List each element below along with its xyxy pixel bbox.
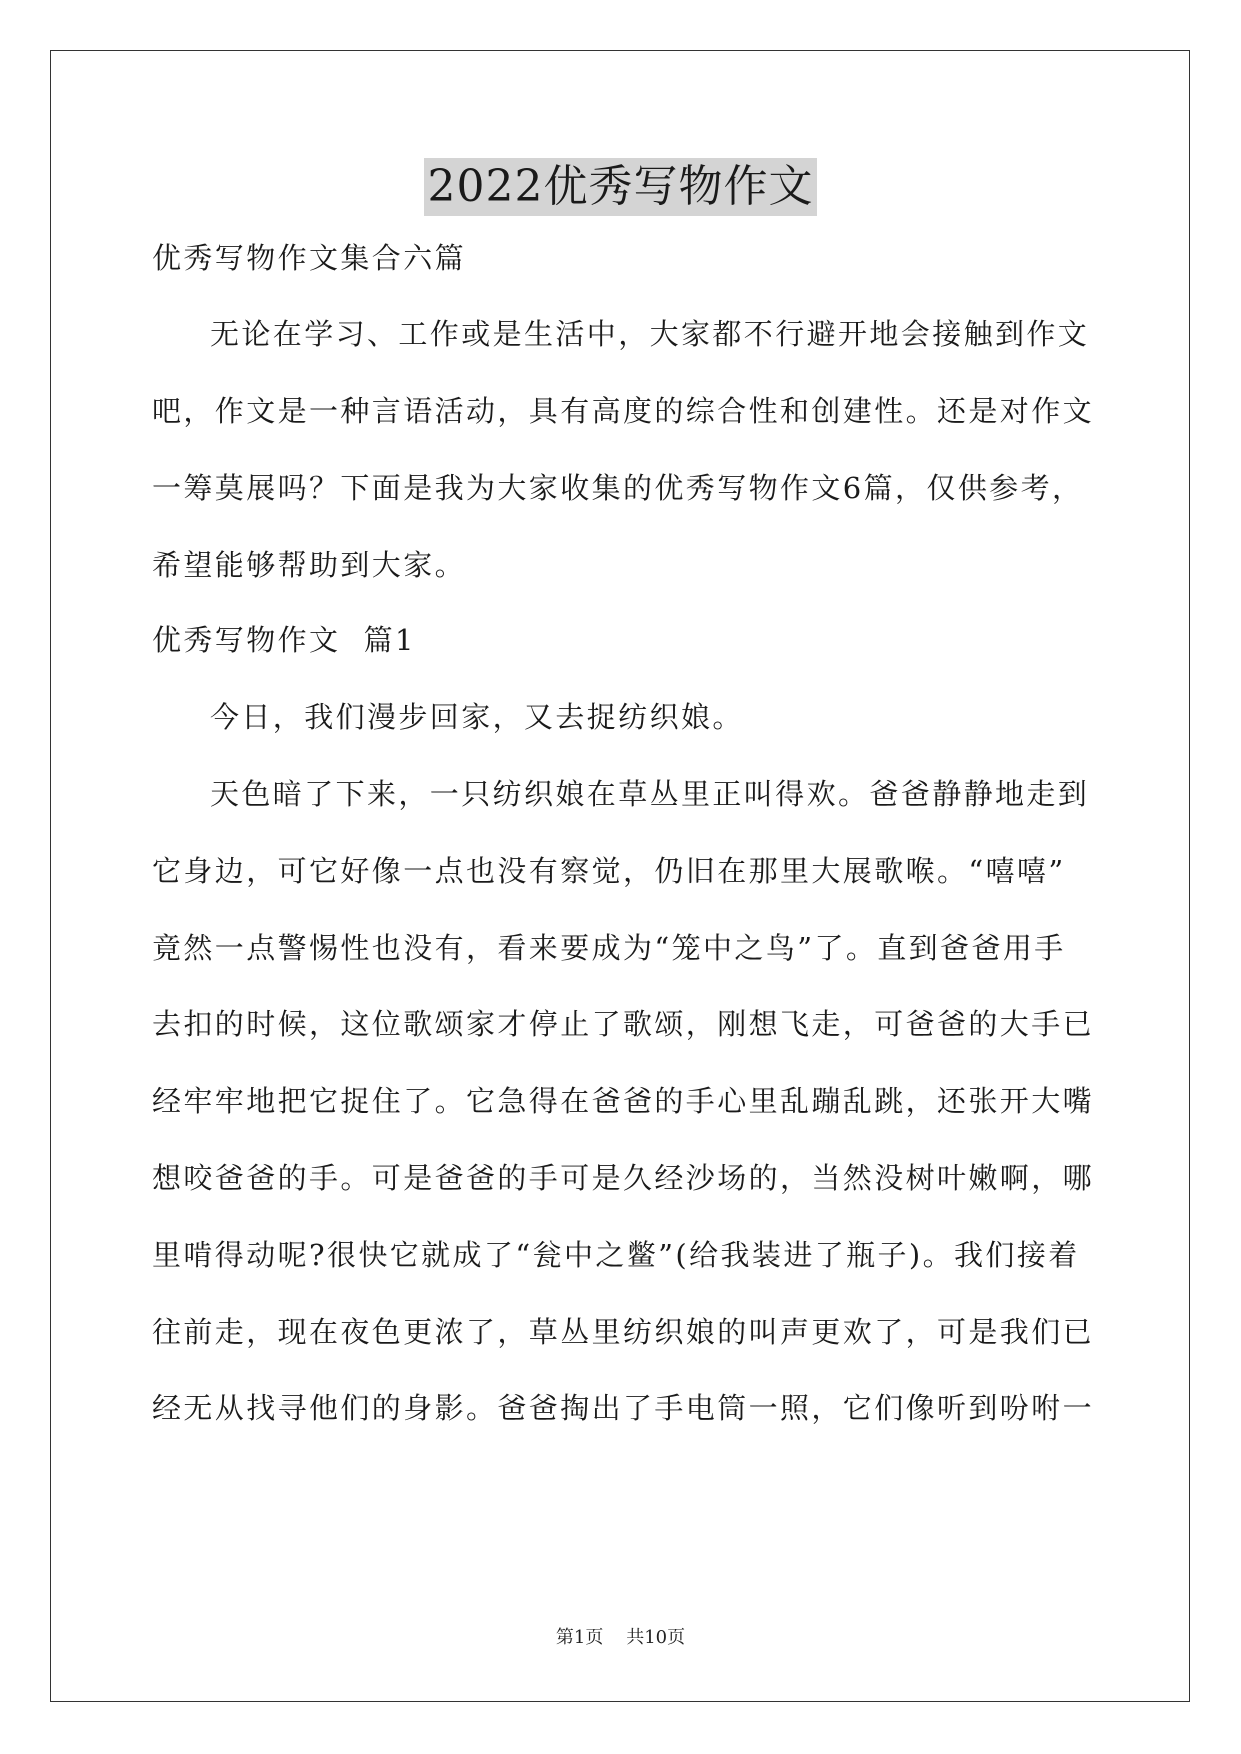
intro-line: 一筹莫展吗？下面是我为大家收集的优秀写物作文6篇，仅供参考， [152,471,1084,505]
page-number-footer: 第1页 共10页 [555,1627,686,1648]
paragraph-2-line: 经无从找寻他们的身影。爸爸掏出了手电筒一照，它们像听到吩咐一 [152,1391,1095,1425]
paragraph-1: 今日，我们漫步回家，又去捉纺织娘。 [210,700,744,734]
paragraph-2-line: 竟然一点警惕性也没有，看来要成为“笼中之鸟”了。直到爸爸用手 [152,931,1066,965]
paragraph-2-line: 天色暗了下来，一只纺织娘在草丛里正叫得欢。爸爸静静地走到 [210,777,1090,811]
section-heading: 优秀写物作文 篇1 [152,623,416,657]
document-title: 2022优秀写物作文 [424,158,818,216]
paragraph-2-line: 想咬爸爸的手。可是爸爸的手可是久经沙场的，当然没树叶嫩啊，哪 [152,1161,1095,1195]
paragraph-2-line: 里啃得动呢?很快它就成了“瓮中之鳖”(给我装进了瓶子)。我们接着 [152,1238,1080,1272]
intro-line: 吧，作文是一种言语活动，具有高度的综合性和创建性。还是对作文 [152,394,1095,428]
paragraph-2-line: 往前走，现在夜色更浓了，草丛里纺织娘的叫声更欢了，可是我们已 [152,1315,1095,1349]
intro-line: 无论在学习、工作或是生活中，大家都不行避开地会接触到作文 [210,317,1090,351]
paragraph-2-line: 它身边，可它好像一点也没有察觉，仍旧在那里大展歌喉。“嘻嘻” [152,854,1066,888]
paragraph-2-line: 经牢牢地把它捉住了。它急得在爸爸的手心里乱蹦乱跳，还张开大嘴 [152,1084,1095,1118]
paragraph-2-line: 去扣的时候，这位歌颂家才停止了歌颂，刚想飞走，可爸爸的大手已 [152,1007,1095,1041]
title-container [0,158,1241,216]
document-subtitle: 优秀写物作文集合六篇 [152,241,467,275]
intro-line: 希望能够帮助到大家。 [152,548,467,582]
